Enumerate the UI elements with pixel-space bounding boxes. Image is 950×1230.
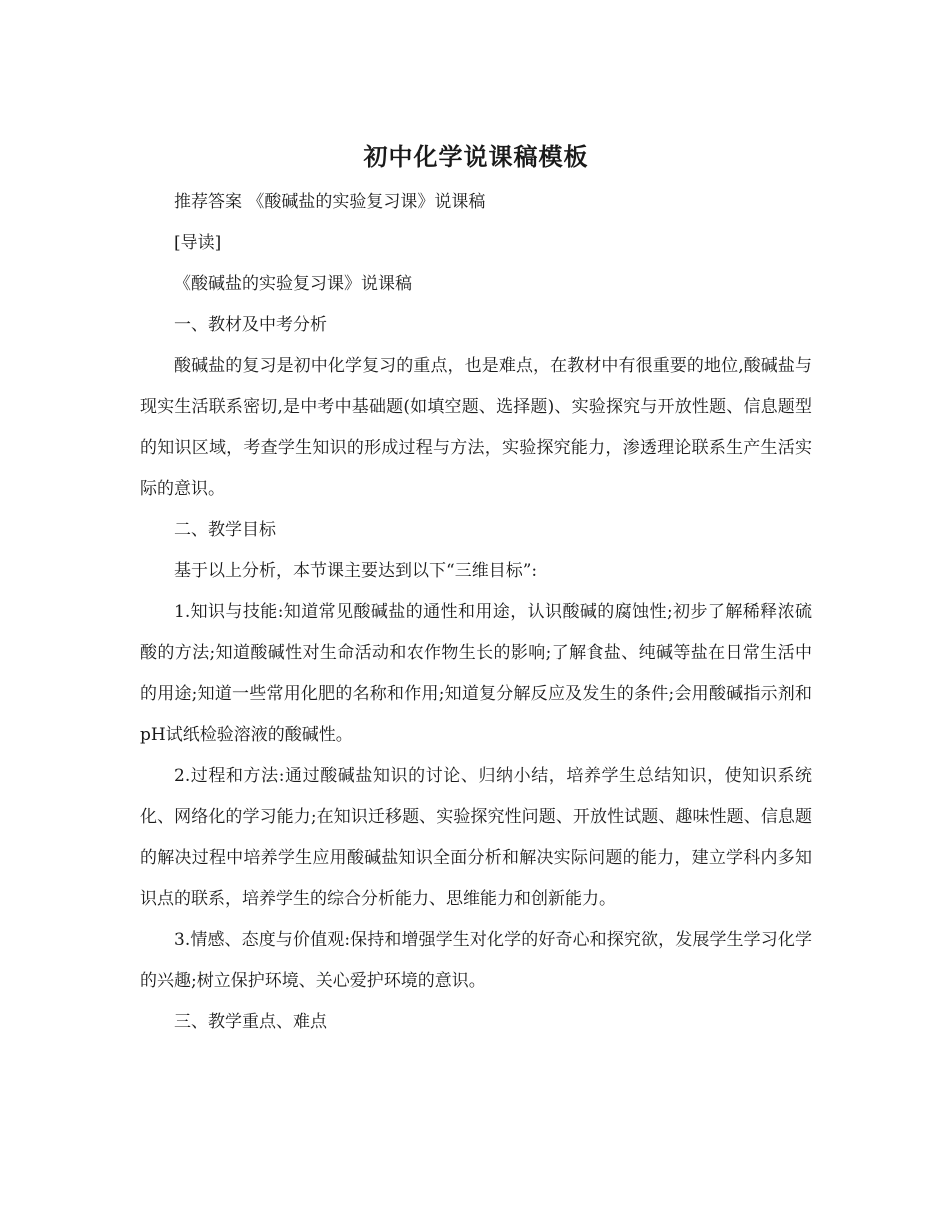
paragraph-analysis: 酸碱盐的复习是初中化学复习的重点，也是难点，在教材中有很重要的地位,酸碱盐与现实生活联系密切,是中考中基础题(如填空题、选择题)、实验探究与开放性题、信息题型的知识区域，考查学生知识的形成过程与方法，实验探究能力，渗透理论联系生产生活实际的意识。 — [140, 356, 812, 499]
paragraph-recommended: 推荐答案 《酸碱盐的实验复习课》说课稿 — [174, 192, 486, 212]
section-heading-1: 一、教材及中考分析 — [174, 315, 327, 335]
section-heading-2: 二、教学目标 — [174, 520, 276, 540]
paragraph-goal-process: 2.过程和方法:通过酸碱盐知识的讨论、归纳小结，培养学生总结知识，使知识系统化、网络化的学习能力;在知识迁移题、实验探究性问题、开放性试题、趣味性题、信息题的解决过程中培养学生应用酸碱盐知识全面分析和解决实际问题的能力，建立学科内多知识点的联系，培养学生的综合分析能力、思维能力和创新能力。 — [140, 766, 812, 909]
paragraph-guide: [导读] — [174, 233, 222, 253]
document-title: 初中化学说课稿模板 — [363, 142, 589, 171]
paragraph-goal-knowledge: 1.知识与技能:知道常见酸碱盐的通性和用途，认识酸碱的腐蚀性;初步了解稀释浓硫酸的方法;知道酸碱性对生命活动和农作物生长的影响;了解食盐、纯碱等盐在日常生活中的用途;知道一些常用化肥的名称和作用;知道复分解反应及发生的条件;会用酸碱指示剂和pH试纸检验溶液的酸碱性。 — [140, 602, 812, 745]
paragraph-goal-values: 3.情感、态度与价值观:保持和增强学生对化学的好奇心和探究欲，发展学生学习化学的兴趣;树立保护环境、关心爱护环境的意识。 — [140, 930, 812, 991]
paragraph-lecture-title: 《酸碱盐的实验复习课》说课稿 — [174, 274, 412, 294]
document-page — [140, 140, 812, 1043]
paragraph-goals-intro: 基于以上分析，本节课主要达到以下“三维目标”: — [174, 561, 538, 581]
section-heading-3: 三、教学重点、难点 — [174, 1012, 327, 1032]
